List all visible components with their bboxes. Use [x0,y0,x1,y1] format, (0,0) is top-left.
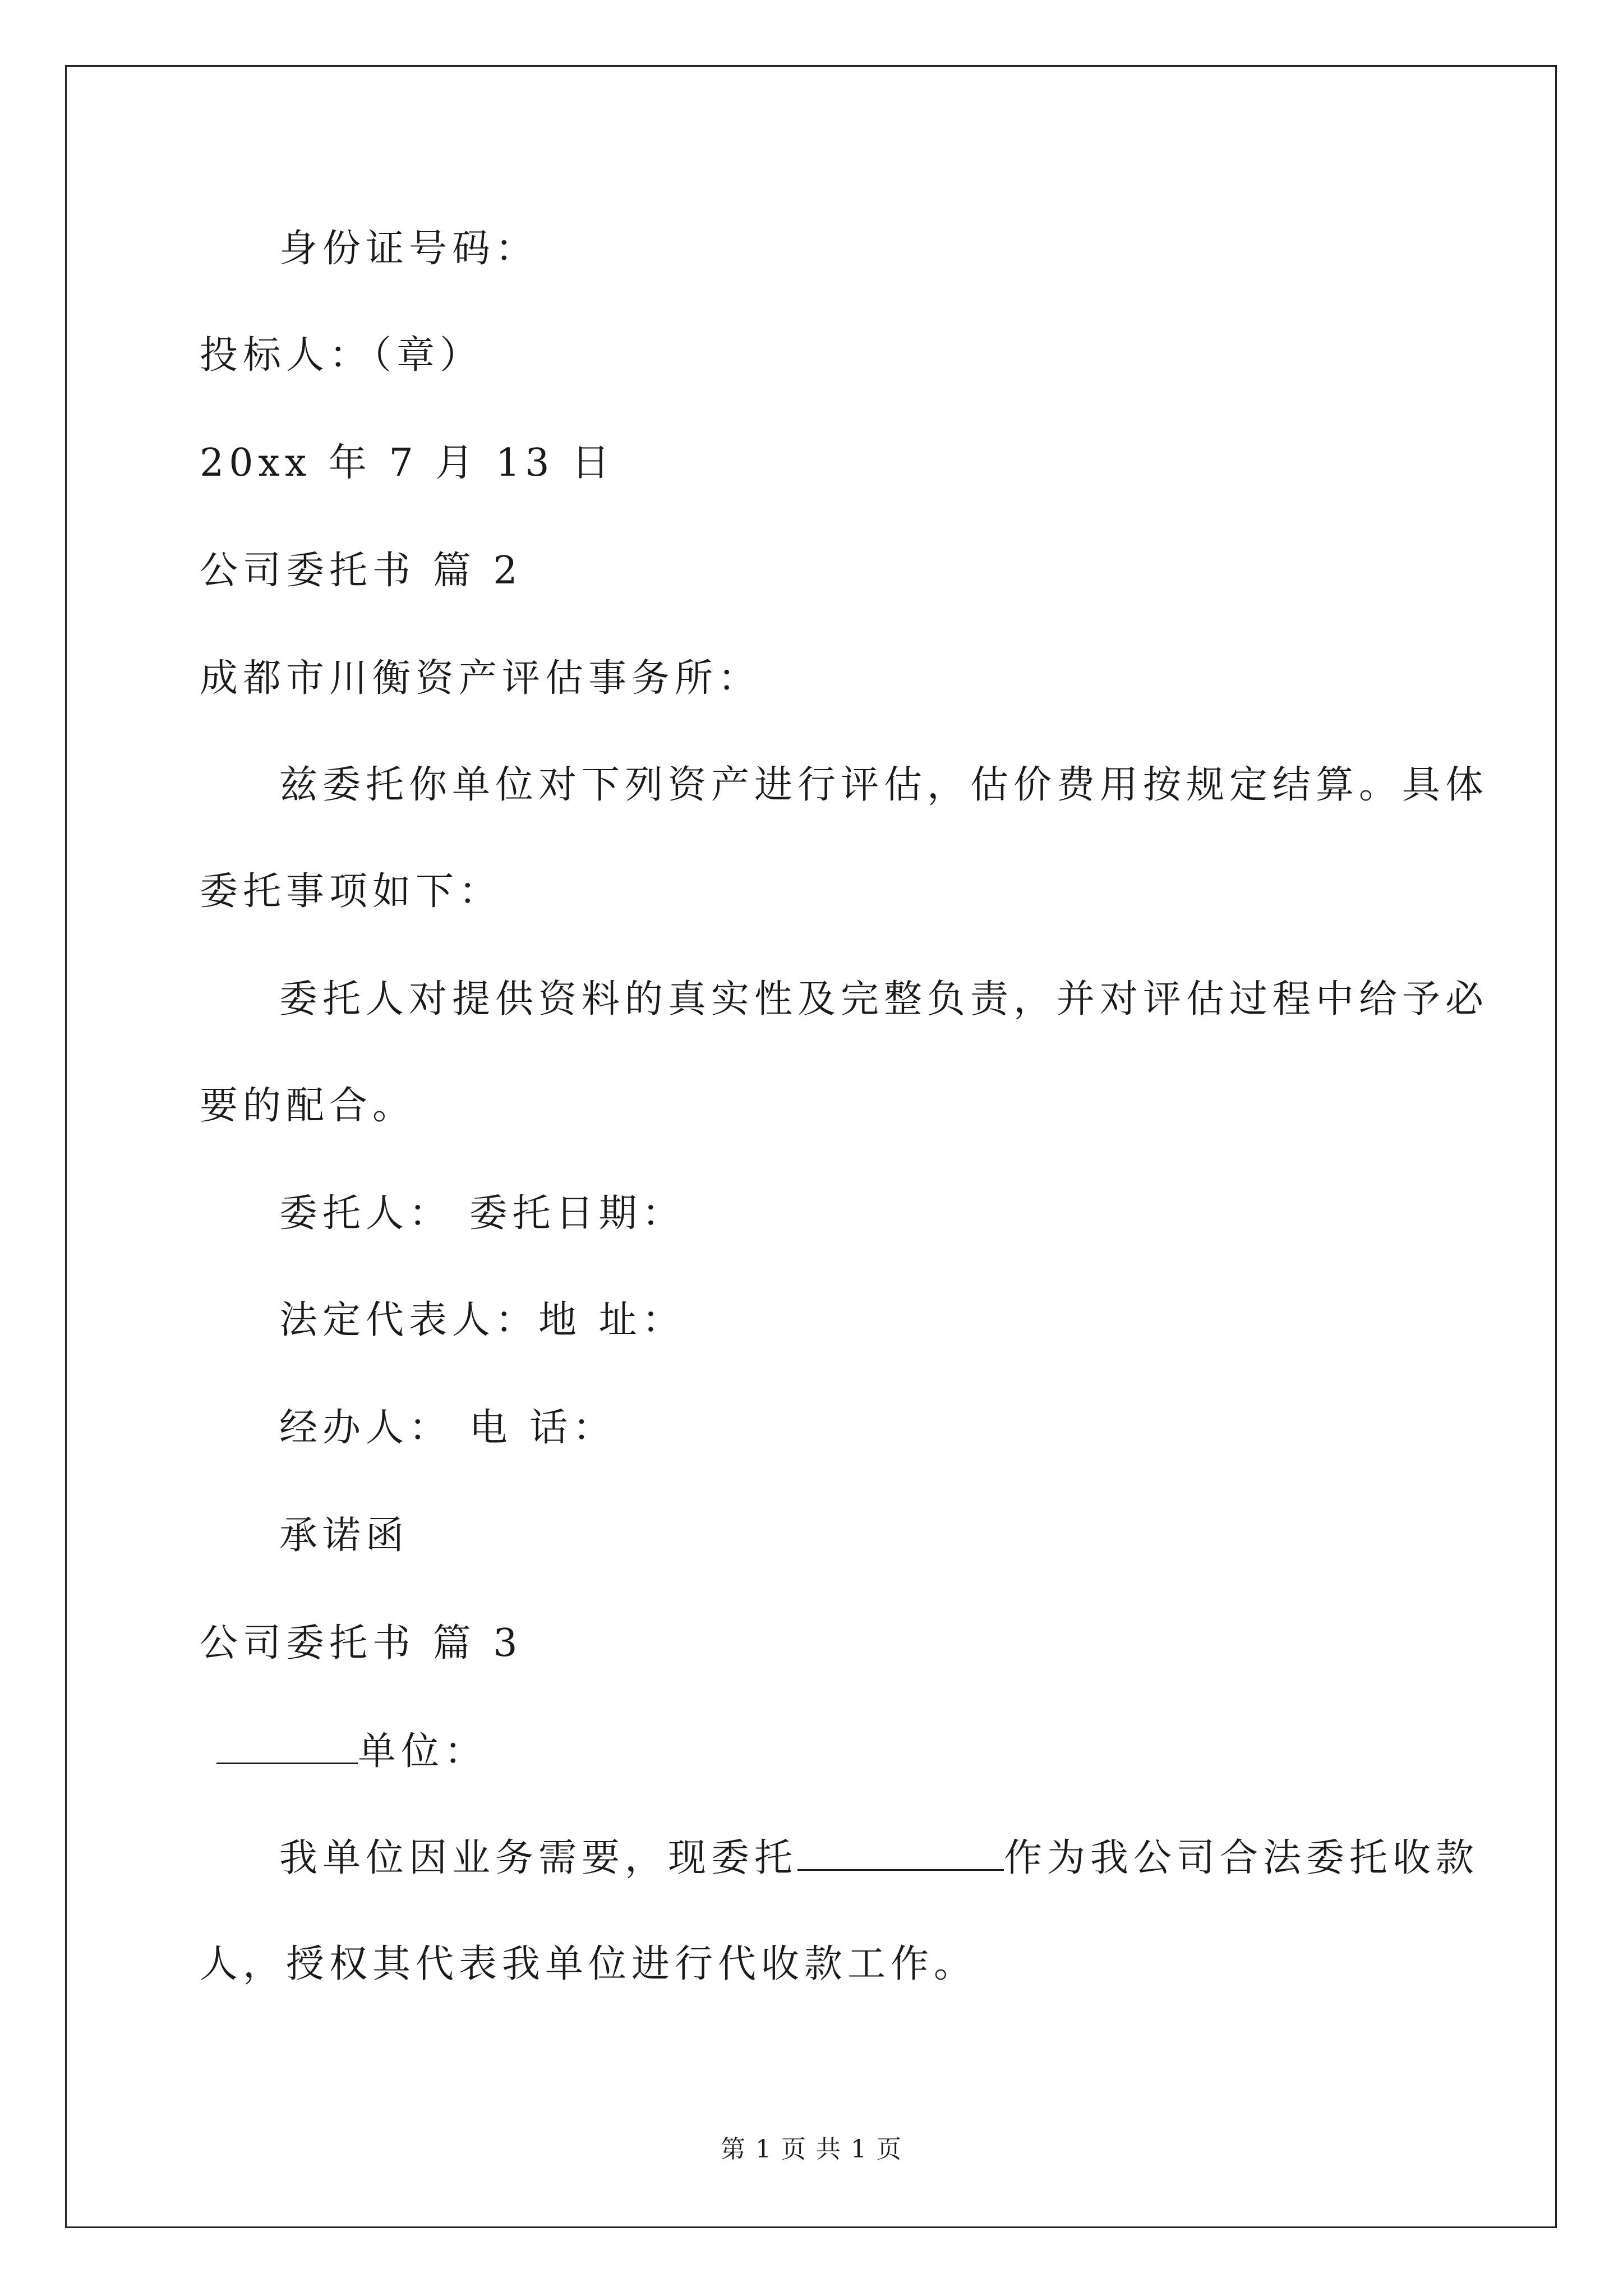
addressee-line: 成都市川衡资产评估事务所： [200,656,762,701]
section-title-3: 公司委托书 篇 3 [200,1621,523,1665]
paragraph-responsibility-cont: 要的配合。 [200,1084,416,1128]
paragraph-entrust-cont: 委托事项如下： [200,869,502,914]
payee-blank [797,1838,1004,1871]
paragraph-entrust: 兹委托你单位对下列资产进行评估，估价费用按规定结算。具体 [279,763,1489,807]
date-line: 20xx 年 7 月 13 日 [200,441,615,485]
unit-blank [216,1731,358,1764]
entrust-payee-text: 我单位因业务需要，现委托 [279,1836,798,1880]
bidder-line: 投标人：（章） [200,333,483,378]
entrust-payee-line [279,1838,1479,1878]
client-date-line: 委托人： 委托日期： [279,1191,685,1236]
unit-label: 单位： [358,1729,488,1774]
handler-phone-line: 经办人： 电 话： [279,1406,616,1450]
page-footer: 第 1 页 共 1 页 [721,2135,902,2164]
unit-line [216,1729,488,1774]
entrust-payee-text-cont: 作为我公司合法委托收款 [1004,1836,1479,1880]
section-title-2: 公司委托书 篇 2 [200,549,523,593]
commitment-letter-line: 承诺函 [279,1513,409,1558]
paragraph-responsibility: 委托人对提供资料的真实性及完整负责，并对评估过程中给予必 [279,977,1489,1022]
authorization-line: 人，授权其代表我单位进行代收款工作。 [200,1942,978,1986]
id-number-line: 身份证号码： [279,227,539,271]
legal-rep-address-line: 法定代表人：地 址： [279,1298,685,1342]
page-border [65,65,1557,2228]
